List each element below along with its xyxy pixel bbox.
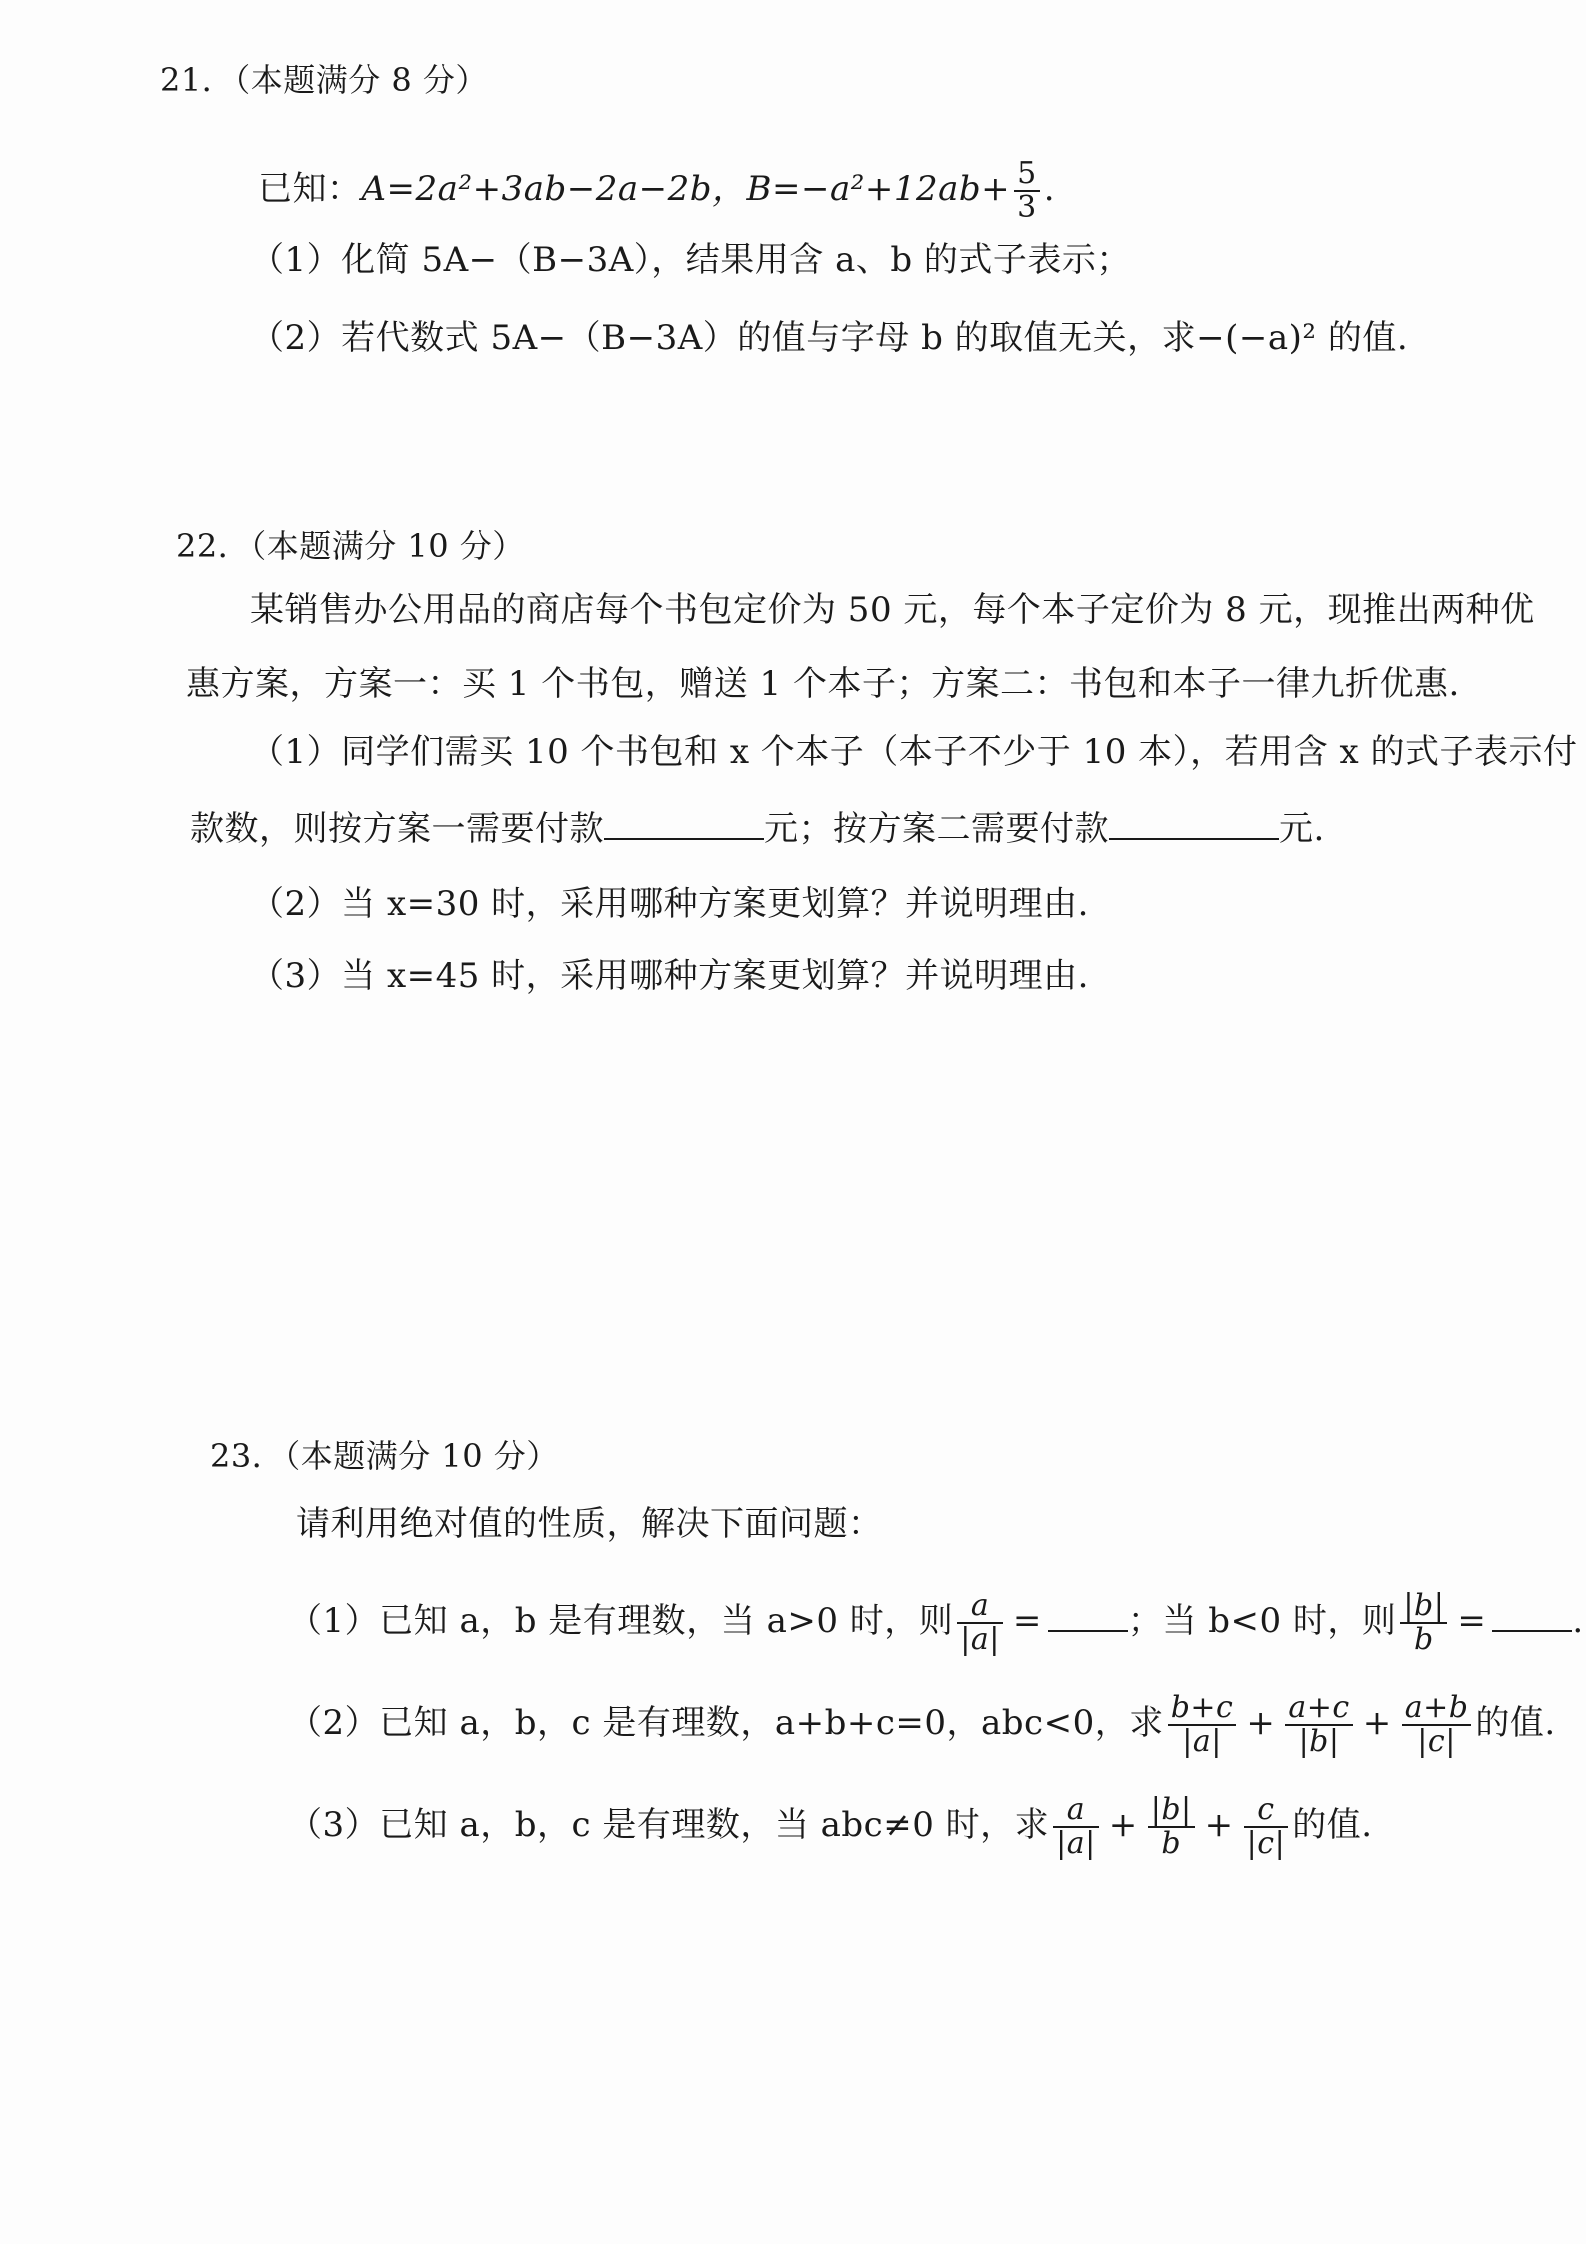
q22-part1-text-b: 元；按方案二需要付款	[764, 809, 1109, 849]
q21-B-fraction-den: 3	[1017, 190, 1037, 225]
q23-part2-fraction3	[1402, 1692, 1472, 1758]
q21-B-fraction	[1014, 158, 1040, 224]
q21-B-end: .	[1043, 169, 1056, 209]
q23-part3-f1-den: |a|	[1056, 1826, 1096, 1861]
q23-part3-f3-den: |c|	[1246, 1826, 1286, 1861]
q23-part1-f2-num: |b|	[1400, 1590, 1447, 1624]
q22-part1-line1: （1）同学们需买 10 个书包和 x 个本子（本子不少于 10 本），若用含 x 的式子表示付	[250, 732, 1578, 772]
q23-part3-fraction1	[1053, 1794, 1099, 1860]
q23-part1-f1-num: a	[957, 1590, 1003, 1624]
q21-B-fraction-num: 5	[1014, 158, 1040, 192]
q23-part2-end: 的值.	[1475, 1703, 1556, 1743]
q22-part3: （3）当 x=45 时，采用哪种方案更划算？并说明理由.	[250, 956, 1089, 996]
q23-part1-fraction1	[957, 1590, 1003, 1656]
q23-part1	[288, 1590, 1584, 1656]
q23-part1-answer-blank1[interactable]	[1048, 1600, 1128, 1632]
q22-intro-line2: 惠方案，方案一：买 1 个书包，赠送 1 个本子；方案二：书包和本子一律九折优惠.	[186, 664, 1460, 704]
q23-part3-plus1: +	[1108, 1805, 1138, 1845]
q23-part2-f3-den: |c|	[1417, 1724, 1456, 1759]
q23-part3-text-a: （3）已知 a，b，c 是有理数，当 abc≠0 时，求	[288, 1805, 1050, 1845]
q23-part1-equals1: =	[1012, 1601, 1042, 1641]
q23-part2-fraction1	[1168, 1692, 1237, 1758]
q21-part1: （1）化简 5A−（B−3A），结果用含 a、b 的式子表示；	[250, 240, 1131, 280]
q23-part1-end: .	[1572, 1601, 1584, 1641]
q22-plan2-answer-blank[interactable]	[1109, 808, 1279, 840]
q21-A-expression: A=2a²+3ab−2a−2b，	[361, 169, 747, 209]
q23-part3-f2-den: b	[1161, 1826, 1182, 1861]
q23-part2-f2-den: |b|	[1298, 1724, 1340, 1759]
q23-part1-text-a: （1）已知 a，b 是有理数，当 a>0 时，则	[288, 1601, 954, 1641]
q23-part2-f2-num: a+c	[1285, 1692, 1352, 1726]
q23-part2	[288, 1692, 1556, 1758]
q22-part1-text-a: 款数，则按方案一需要付款	[190, 809, 604, 849]
q21-given	[258, 158, 1055, 224]
q23-part1-equals2: =	[1457, 1601, 1487, 1641]
q23-part3-f2-num: |b|	[1148, 1794, 1195, 1828]
q23-part1-fraction2	[1400, 1590, 1447, 1656]
q21-B-expression: B=−a²+12ab+	[746, 169, 1011, 209]
q21-part2: （2）若代数式 5A−（B−3A）的值与字母 b 的取值无关，求−(−a)² 的值.	[250, 318, 1409, 358]
q23-part2-plus1: +	[1246, 1703, 1276, 1743]
q23-part3-fraction2	[1148, 1794, 1195, 1860]
q23-part3-fraction3	[1244, 1794, 1289, 1860]
q22-plan1-answer-blank[interactable]	[604, 808, 764, 840]
q23-part3	[288, 1794, 1373, 1860]
q23-part2-fraction2	[1285, 1692, 1352, 1758]
q23-part1-text-b: ；当 b<0 时，则	[1127, 1601, 1397, 1641]
q23-part3-plus2: +	[1204, 1805, 1234, 1845]
q23-part1-f1-den: |a|	[960, 1622, 1000, 1657]
q22-part1-text-c: 元.	[1279, 809, 1325, 849]
q21-heading: 21．（本题满分 8 分）	[160, 61, 488, 99]
q23-part3-f3-num: c	[1244, 1794, 1289, 1828]
q22-heading: 22．（本题满分 10 分）	[176, 527, 525, 565]
q23-part2-text-a: （2）已知 a，b，c 是有理数，a+b+c=0，abc<0，求	[288, 1703, 1164, 1743]
q23-part3-end: 的值.	[1292, 1805, 1373, 1845]
q23-intro: 请利用绝对值的性质，解决下面问题：	[296, 1504, 883, 1544]
q22-part2: （2）当 x=30 时，采用哪种方案更划算？并说明理由.	[250, 884, 1089, 924]
q23-heading: 23．（本题满分 10 分）	[210, 1437, 559, 1475]
q23-part2-f1-num: b+c	[1168, 1692, 1237, 1726]
q22-intro-line1: 某销售办公用品的商店每个书包定价为 50 元，每个本子定价为 8 元，现推出两种优	[250, 590, 1535, 630]
q23-part1-answer-blank2[interactable]	[1492, 1600, 1572, 1632]
q23-part1-f2-den: b	[1414, 1622, 1434, 1657]
q22-part1-line2	[190, 808, 1325, 849]
q23-part3-f1-num: a	[1053, 1794, 1099, 1828]
q23-part2-f3-num: a+b	[1402, 1692, 1472, 1726]
q23-part2-f1-den: |a|	[1182, 1724, 1222, 1759]
q21-given-prefix: 已知：	[258, 169, 362, 209]
q23-part2-plus2: +	[1362, 1703, 1392, 1743]
